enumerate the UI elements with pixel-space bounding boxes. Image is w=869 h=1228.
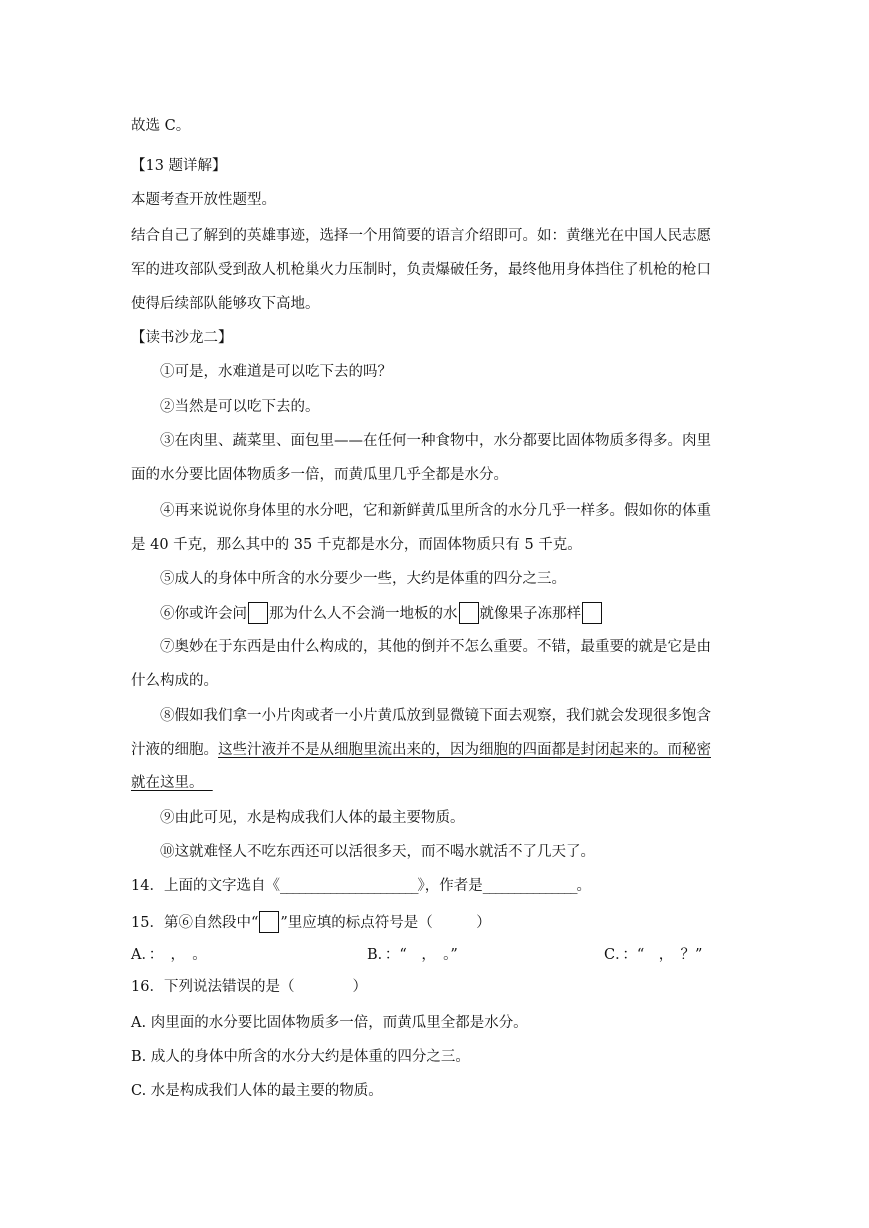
salon-heading: 【读书沙龙二】 — [131, 330, 233, 346]
paragraph-1: ①可是，水难道是可以吃下去的吗？ — [160, 364, 392, 380]
q13-line: 本题考查开放性题型。 — [131, 192, 276, 208]
paragraph-8: ⑧假如我们拿一小片肉或者一小片黄瓜放到显微镜下面去观察，我们就会发现很多饱含 — [160, 708, 711, 724]
paragraph-6-part: 就像果子冻那样 — [479, 606, 581, 622]
question-15 — [131, 911, 491, 933]
paragraph-3-cont: 面的水分要比固体物质多一倍，而黄瓜里几乎全都是水分。 — [131, 467, 508, 483]
paragraph-6-part: ⑥你或许会问 — [160, 606, 247, 622]
punctuation-box — [248, 602, 268, 624]
underlined-sentence: 这些汁液并不是从细胞里流出来的，因为细胞的四面都是封闭起来的。而秘密 — [218, 742, 711, 758]
q15-option-a[interactable]: A．： ， 。 — [131, 947, 207, 963]
paragraph-6 — [160, 602, 603, 624]
paragraph-3: ③在肉里、蔬菜里、面包里——在任何一种食物中，水分都要比固体物质多得多。肉里 — [160, 433, 711, 449]
q15-prefix: 15．第⑥自然段中“ — [131, 915, 259, 931]
punctuation-box — [459, 602, 479, 624]
previous-answer: 故选 C。 — [131, 118, 191, 134]
q16-option-b[interactable]: B. 成人的身体中所含的水分大约是体重的四分之三。 — [131, 1049, 470, 1065]
paragraph-8-end — [131, 773, 213, 793]
paragraph-7: ⑦奥妙在于东西是由什么构成的，其他的倒并不怎么重要。不错，最重要的就是它是由 — [160, 639, 711, 655]
title-blank[interactable]: ______________________ — [279, 878, 418, 894]
paragraph-7-cont: 什么构成的。 — [131, 673, 218, 689]
paragraph-9: ⑨由此可见，水是构成我们人体的最主要物质。 — [160, 810, 465, 826]
paragraph-5: ⑤成人的身体中所含的水分要少一些，大约是体重的四分之三。 — [160, 571, 566, 587]
q15-option-b[interactable]: B．：“ ， 。” — [367, 947, 458, 963]
author-blank[interactable]: _______________ — [482, 878, 577, 894]
paragraph-8-plain: 汁液的细胞。 — [131, 742, 218, 758]
q13-heading: 【13 题详解】 — [131, 158, 227, 174]
q16-option-c[interactable]: C. 水是构成我们人体的最主要的物质。 — [131, 1083, 383, 1099]
punctuation-box — [259, 911, 279, 933]
question-16: 16．下列说法错误的是（ ） — [131, 979, 367, 995]
question-14 — [131, 876, 591, 896]
q13-line: 使得后续部队能够攻下高地。 — [131, 296, 320, 312]
paragraph-10: ⑩这就难怪人不吃东西还可以活很多天，而不喝水就活不了几天了。 — [160, 844, 595, 860]
paragraph-4: ④再来说说你身体里的水分吧，它和新鲜黄瓜里所含的水分几乎一样多。假如你的体重 — [160, 503, 711, 519]
paragraph-4-cont: 是 40 千克，那么其中的 35 千克都是水分，而固体物质只有 5 千克。 — [131, 537, 582, 553]
q13-line: 军的进攻部队受到敌人机枪巢火力压制时，负责爆破任务，最终他用身体挡住了机枪的枪口 — [131, 262, 711, 278]
q14-prefix: 14．上面的文字选自《 — [131, 878, 280, 894]
paragraph-2: ②当然是可以吃下去的。 — [160, 399, 320, 415]
underlined-sentence: 就在这里。 — [131, 775, 204, 791]
paragraph-8-cont — [131, 740, 711, 760]
q14-middle: 》，作者是 — [417, 878, 483, 894]
q15-option-c[interactable]: C．：“ ， ？” — [604, 947, 703, 963]
q13-line: 结合自己了解到的英雄事迹，选择一个用简要的语言介绍即可。如：黄继光在中国人民志愿 — [131, 228, 711, 244]
q16-option-a[interactable]: A. 肉里面的水分要比固体物质多一倍，而黄瓜里全都是水分。 — [131, 1015, 528, 1031]
punctuation-box — [582, 602, 602, 624]
q15-suffix: ”里应填的标点符号是（ ） — [280, 915, 491, 931]
q14-suffix: 。 — [576, 878, 591, 894]
paragraph-6-part: 那为什么人不会淌一地板的水 — [269, 606, 458, 622]
